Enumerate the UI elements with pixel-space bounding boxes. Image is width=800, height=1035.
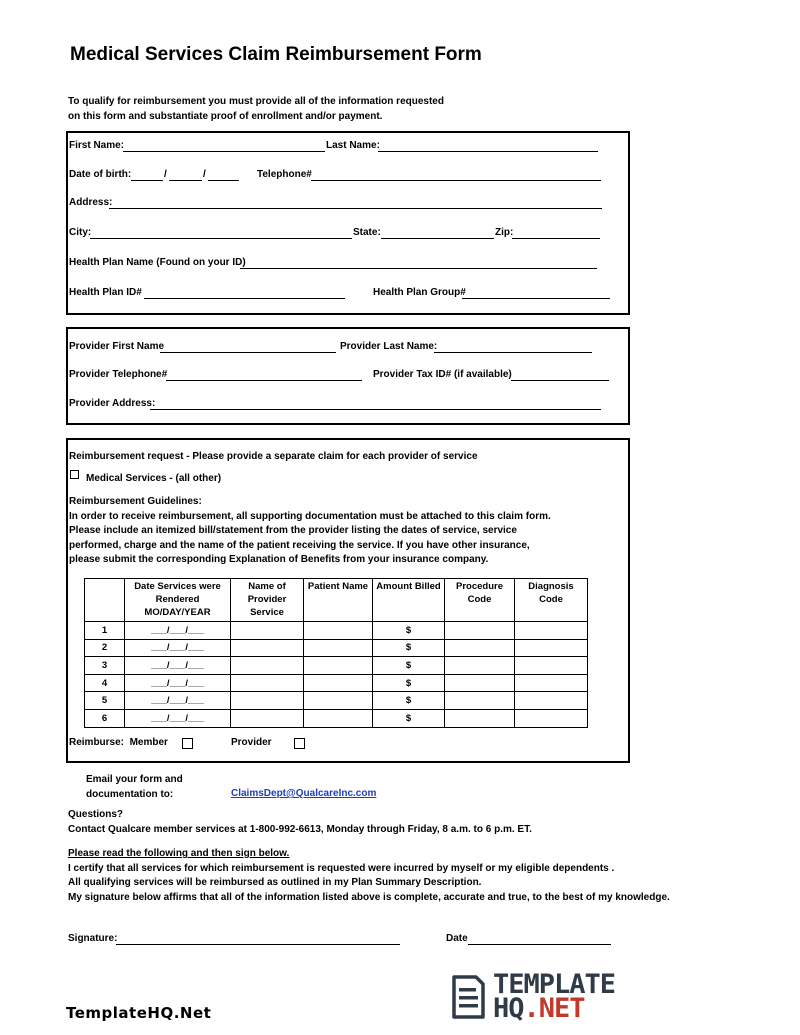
procedure-cell[interactable] — [445, 639, 515, 657]
row-number-header — [85, 579, 125, 622]
diagnosis-cell[interactable] — [515, 622, 588, 640]
claims-table — [84, 578, 588, 728]
provider-last-name-field[interactable] — [434, 352, 592, 353]
date-field[interactable] — [468, 944, 611, 945]
provider-info-section — [66, 327, 630, 425]
health-plan-id-field[interactable] — [144, 298, 345, 299]
document-icon — [450, 975, 486, 1019]
templatehq-logo — [450, 969, 640, 1024]
medical-services-label: Medical Services - (all other) — [86, 473, 222, 484]
patient-cell[interactable] — [304, 622, 373, 640]
row-number: 2 — [85, 639, 125, 657]
signature-label: Signature: — [68, 933, 118, 944]
table-row — [85, 709, 588, 727]
date-header — [125, 579, 231, 622]
logo-hq: HQ — [493, 993, 524, 1024]
provider-telephone-label: Provider Telephone# — [69, 369, 168, 380]
telephone-field[interactable] — [311, 180, 601, 181]
certification-line: My signature below affirms that all of the information listed above is complete, accurate and true, to the best of my knowledge. — [68, 891, 670, 903]
guidelines — [69, 495, 551, 568]
patient-cell[interactable] — [304, 639, 373, 657]
table-row — [85, 622, 588, 640]
provider-tax-id-field[interactable] — [511, 380, 609, 381]
certification-section — [68, 847, 670, 905]
patient-cell[interactable] — [304, 709, 373, 727]
date-separator: / — [203, 169, 206, 180]
row-number: 1 — [85, 622, 125, 640]
dob-month-field[interactable] — [131, 180, 163, 181]
diagnosis-cell[interactable] — [515, 674, 588, 692]
provider-first-name-label: Provider First Name — [69, 341, 165, 352]
guideline-line: Please include an itemized bill/statement from the provider listing the dates of service, service — [69, 525, 517, 537]
table-row — [85, 657, 588, 675]
amount-cell[interactable]: $ — [373, 622, 445, 640]
email-link[interactable]: ClaimsDept@QualcareInc.com — [231, 788, 377, 799]
provider-name-header — [231, 579, 304, 622]
email-instructions — [86, 773, 183, 802]
certification-line: I certify that all services for which reimbursement is requested were incurred by myself or my eligible dependents . — [68, 862, 615, 874]
date-cell[interactable]: ___/___/___ — [125, 657, 231, 675]
certification-line: All qualifying services will be reimbursed as outlined in my Plan Summary Description. — [68, 877, 482, 889]
procedure-header-line: Procedure — [456, 581, 503, 592]
zip-label: Zip: — [495, 227, 514, 238]
amount-cell[interactable]: $ — [373, 639, 445, 657]
diagnosis-cell[interactable] — [515, 657, 588, 675]
row-number: 6 — [85, 709, 125, 727]
questions-section — [68, 808, 532, 837]
row-number: 3 — [85, 657, 125, 675]
amount-billed-header: Amount Billed — [373, 579, 445, 622]
procedure-cell[interactable] — [445, 709, 515, 727]
table-header-row — [85, 579, 588, 622]
amount-cell[interactable]: $ — [373, 657, 445, 675]
health-plan-name-field[interactable] — [240, 268, 597, 269]
date-header-line: MO/DAY/YEAR — [144, 607, 211, 618]
date-cell[interactable]: ___/___/___ — [125, 622, 231, 640]
health-plan-name-label: Health Plan Name (Found on your ID) — [69, 257, 246, 268]
diagnosis-header-line: Code — [539, 594, 563, 605]
questions-heading: Questions? — [68, 809, 124, 820]
provider-address-label: Provider Address: — [69, 398, 156, 409]
provider-option-label: Provider — [231, 737, 272, 748]
logo-line-1: TEMPLATE — [493, 969, 616, 1000]
provider-telephone-field[interactable] — [166, 380, 362, 381]
amount-cell[interactable]: $ — [373, 674, 445, 692]
zip-field[interactable] — [512, 238, 600, 239]
certification-heading: Please read the following and then sign below. — [68, 848, 290, 859]
logo-line-2 — [493, 993, 585, 1024]
dob-year-field[interactable] — [208, 180, 239, 181]
reimburse-member-checkbox[interactable] — [182, 738, 193, 749]
city-field[interactable] — [90, 238, 352, 239]
provider-cell[interactable] — [231, 674, 304, 692]
table-row — [85, 639, 588, 657]
intro-text — [68, 95, 444, 124]
table-row — [85, 674, 588, 692]
provider-cell[interactable] — [231, 657, 304, 675]
amount-cell[interactable]: $ — [373, 692, 445, 710]
diagnosis-cell[interactable] — [515, 709, 588, 727]
intro-line: on this form and substantiate proof of enrollment and/or payment. — [68, 110, 383, 122]
procedure-cell[interactable] — [445, 622, 515, 640]
date-cell[interactable]: ___/___/___ — [125, 709, 231, 727]
email-line: documentation to: — [86, 788, 174, 800]
questions-text: Contact Qualcare member services at 1-800-992-6613, Monday through Friday, 8 a.m. to 6 p.m. ET. — [68, 823, 532, 835]
date-label: Date — [446, 933, 468, 944]
patient-cell[interactable] — [304, 657, 373, 675]
table-row — [85, 692, 588, 710]
medical-services-checkbox[interactable] — [70, 470, 79, 479]
date-cell[interactable]: ___/___/___ — [125, 674, 231, 692]
date-cell[interactable]: ___/___/___ — [125, 639, 231, 657]
provider-header-line: Name of — [248, 581, 286, 592]
intro-line: To qualify for reimbursement you must provide all of the information requested — [68, 96, 444, 107]
procedure-cell[interactable] — [445, 657, 515, 675]
diagnosis-code-header — [515, 579, 588, 622]
procedure-code-header — [445, 579, 515, 622]
email-line: Email your form and — [86, 774, 183, 785]
date-separator: / — [164, 169, 167, 180]
diagnosis-cell[interactable] — [515, 692, 588, 710]
brand-text: TemplateHQ.Net — [66, 1004, 212, 1022]
reimbursement-section — [66, 438, 630, 763]
reimburse-provider-checkbox[interactable] — [294, 738, 305, 749]
telephone-label: Telephone# — [257, 169, 312, 180]
date-header-line: Date Services were — [134, 581, 221, 592]
provider-cell[interactable] — [231, 622, 304, 640]
health-plan-group-label: Health Plan Group# — [373, 287, 466, 298]
last-name-label: Last Name: — [326, 140, 380, 151]
provider-header-line: Provider — [247, 594, 287, 605]
first-name-field[interactable] — [123, 151, 325, 152]
logo-net: .NET — [523, 993, 585, 1024]
patient-cell[interactable] — [304, 692, 373, 710]
procedure-cell[interactable] — [445, 692, 515, 710]
member-info-section — [66, 131, 630, 315]
guidelines-heading: Reimbursement Guidelines: — [69, 496, 202, 507]
address-field[interactable] — [109, 208, 602, 209]
procedure-cell[interactable] — [445, 674, 515, 692]
signature-field[interactable] — [116, 944, 400, 945]
date-header-line: Rendered — [155, 594, 200, 605]
state-label: State: — [353, 227, 381, 238]
health-plan-group-field[interactable] — [462, 298, 610, 299]
provider-last-name-label: Provider Last Name: — [340, 341, 438, 352]
page-title: Medical Services Claim Reimbursement Form — [70, 44, 482, 65]
date-cell[interactable]: ___/___/___ — [125, 692, 231, 710]
diagnosis-header-line: Diagnosis — [528, 581, 574, 592]
provider-tax-id-label: Provider Tax ID# (if available) — [373, 369, 512, 380]
reimbursement-request-text: Reimbursement request - Please provide a separate claim for each provider of service — [69, 451, 478, 462]
provider-cell[interactable] — [231, 639, 304, 657]
reimburse-text: Reimburse: — [69, 737, 125, 748]
provider-cell[interactable] — [231, 692, 304, 710]
dob-label: Date of birth: — [69, 169, 132, 180]
provider-header-line: Service — [250, 607, 284, 618]
guideline-line: please submit the corresponding Explanation of Benefits from your insurance company. — [69, 554, 489, 566]
patient-cell[interactable] — [304, 674, 373, 692]
city-label: City: — [69, 227, 92, 238]
row-number: 5 — [85, 692, 125, 710]
reimburse-label — [69, 737, 168, 749]
health-plan-id-label: Health Plan ID# — [69, 287, 142, 298]
procedure-header-line: Code — [467, 594, 492, 605]
guideline-line: performed, charge and the name of the patient receiving the service. If you have other insurance, — [69, 539, 530, 551]
provider-first-name-field[interactable] — [160, 352, 336, 353]
dob-day-field[interactable] — [169, 180, 202, 181]
state-field[interactable] — [381, 238, 494, 239]
first-name-label: First Name: — [69, 140, 125, 151]
provider-address-field[interactable] — [150, 409, 601, 410]
last-name-field[interactable] — [378, 151, 598, 152]
patient-name-header: Patient Name — [304, 579, 373, 622]
guideline-line: In order to receive reimbursement, all supporting documentation must be attached to this claim form. — [69, 510, 551, 522]
member-option-label: Member — [129, 737, 168, 748]
address-label: Address: — [69, 197, 113, 208]
provider-cell[interactable] — [231, 709, 304, 727]
amount-cell[interactable]: $ — [373, 709, 445, 727]
diagnosis-cell[interactable] — [515, 639, 588, 657]
row-number: 4 — [85, 674, 125, 692]
